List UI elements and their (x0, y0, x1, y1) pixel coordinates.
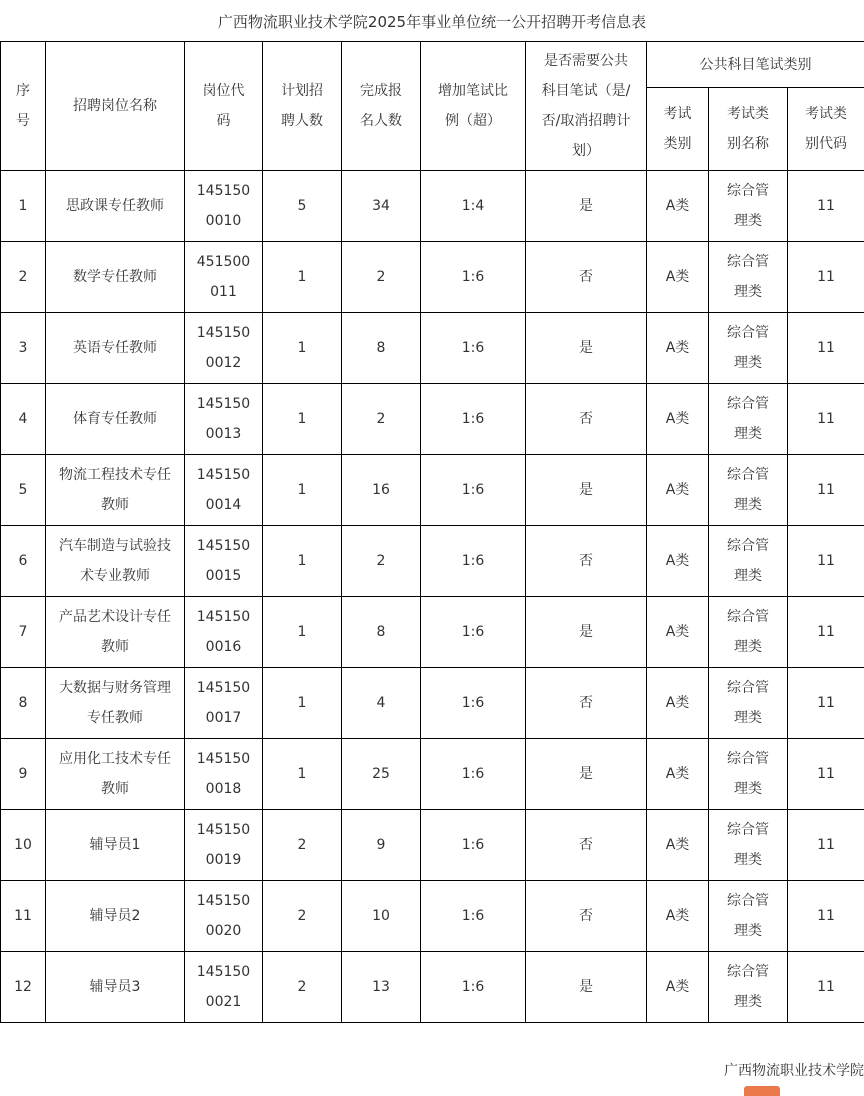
cell-seq (1, 455, 46, 526)
cell-planned-text: 1 (265, 333, 339, 363)
cell-need-exam (526, 455, 647, 526)
cell-need-exam-text: 是 (528, 972, 644, 1002)
cell-seq (1, 739, 46, 810)
cell-planned-text: 1 (265, 262, 339, 292)
cell-seq (1, 171, 46, 242)
cell-post-code-text: 1451500015 (196, 531, 252, 591)
cell-need-exam-text: 否 (528, 546, 644, 576)
header-seq: 序号 (1, 42, 46, 171)
cell-post-code-text: 1451500018 (196, 744, 252, 804)
cell-registered-text: 8 (344, 333, 418, 363)
cell-planned (263, 242, 342, 313)
cell-exam-type-name (709, 455, 788, 526)
cell-post-name-text: 大数据与财务管理专任教师 (59, 673, 171, 733)
cell-post-code (185, 668, 263, 739)
cell-exam-type-name (709, 313, 788, 384)
cell-exam-type-text: A类 (649, 830, 706, 860)
cell-seq-text: 11 (3, 901, 43, 931)
cell-exam-type-name (709, 171, 788, 242)
cell-exam-type-name-text: 综合管理类 (725, 815, 771, 875)
cell-ratio-text: 1:6 (423, 688, 523, 718)
cell-registered (342, 881, 421, 952)
cell-post-name (46, 242, 185, 313)
cell-planned-text: 5 (265, 191, 339, 221)
cell-post-name-text: 体育专任教师 (59, 404, 171, 434)
cell-registered-text: 8 (344, 617, 418, 647)
cell-seq (1, 384, 46, 455)
cell-exam-type-code (788, 242, 864, 313)
cell-planned-text: 1 (265, 546, 339, 576)
cell-exam-type-text: A类 (649, 759, 706, 789)
cell-exam-type-code (788, 455, 864, 526)
cell-exam-type-name (709, 668, 788, 739)
cell-exam-type (647, 526, 709, 597)
cell-ratio (421, 313, 526, 384)
cell-exam-type-name (709, 384, 788, 455)
header-registered: 完成报名人数 (342, 42, 421, 171)
cell-exam-type-name-text: 综合管理类 (725, 886, 771, 946)
cell-exam-type-code-text: 11 (790, 688, 862, 718)
cell-need-exam (526, 739, 647, 810)
cell-registered (342, 171, 421, 242)
cell-post-code-text: 1451500013 (196, 389, 252, 449)
cell-post-code-text: 1451500020 (196, 886, 252, 946)
cell-post-name-text: 应用化工技术专任教师 (59, 744, 171, 804)
cell-post-code (185, 313, 263, 384)
cell-exam-type-text: A类 (649, 475, 706, 505)
cell-seq (1, 526, 46, 597)
cell-post-code-text: 1451500014 (196, 460, 252, 520)
page-title: 广西物流职业技术学院2025年事业单位统一公开招聘开考信息表 (0, 0, 864, 42)
cell-exam-type-name-text: 综合管理类 (725, 957, 771, 1017)
table-row (1, 881, 864, 952)
table-row (1, 739, 864, 810)
cell-exam-type-text: A类 (649, 191, 706, 221)
cell-exam-type-name-text: 综合管理类 (725, 176, 771, 236)
cell-registered-text: 9 (344, 830, 418, 860)
cell-seq (1, 668, 46, 739)
cell-ratio (421, 952, 526, 1023)
cell-post-name-text: 辅导员1 (59, 830, 171, 860)
cell-exam-type (647, 739, 709, 810)
cell-exam-type-code-text: 11 (790, 475, 862, 505)
cell-planned-text: 1 (265, 688, 339, 718)
cell-need-exam-text: 否 (528, 901, 644, 931)
cell-need-exam-text: 否 (528, 688, 644, 718)
cell-ratio-text: 1:6 (423, 901, 523, 931)
cell-seq-text: 5 (3, 475, 43, 505)
cell-exam-type-code (788, 384, 864, 455)
cell-post-name-text: 思政课专任教师 (59, 191, 171, 221)
cell-exam-type (647, 597, 709, 668)
cell-ratio-text: 1:6 (423, 475, 523, 505)
cell-post-name (46, 171, 185, 242)
header-public-exam-group: 公共科目笔试类别 (647, 42, 864, 88)
cell-exam-type-text: A类 (649, 546, 706, 576)
cell-need-exam (526, 881, 647, 952)
cell-seq-text: 4 (3, 404, 43, 434)
cell-exam-type (647, 952, 709, 1023)
cell-post-name (46, 313, 185, 384)
cell-planned (263, 455, 342, 526)
cell-exam-type-name (709, 526, 788, 597)
table-row (1, 810, 864, 881)
cell-need-exam (526, 526, 647, 597)
cell-post-name (46, 739, 185, 810)
cell-planned (263, 526, 342, 597)
cell-planned-text: 2 (265, 972, 339, 1002)
cell-exam-type-text: A类 (649, 404, 706, 434)
cell-exam-type (647, 455, 709, 526)
cell-exam-type (647, 242, 709, 313)
cell-need-exam (526, 952, 647, 1023)
cell-exam-type-code-text: 11 (790, 901, 862, 931)
cell-post-code-text: 1451500021 (196, 957, 252, 1017)
cell-registered-text: 25 (344, 759, 418, 789)
cell-exam-type-name-text: 综合管理类 (725, 318, 771, 378)
cell-registered (342, 739, 421, 810)
cell-planned (263, 952, 342, 1023)
table-row (1, 952, 864, 1023)
cell-need-exam (526, 242, 647, 313)
cell-post-code (185, 242, 263, 313)
cell-post-code-text: 1451500012 (196, 318, 252, 378)
cell-exam-type-text: A类 (649, 688, 706, 718)
cell-ratio-text: 1:6 (423, 546, 523, 576)
cell-post-code-text: 1451500017 (196, 673, 252, 733)
cell-exam-type-code (788, 171, 864, 242)
cell-ratio-text: 1:6 (423, 972, 523, 1002)
cell-exam-type-code-text: 11 (790, 617, 862, 647)
cell-exam-type-name-text: 综合管理类 (725, 602, 771, 662)
cell-ratio-text: 1:6 (423, 617, 523, 647)
cell-exam-type-name (709, 242, 788, 313)
cell-registered (342, 810, 421, 881)
cell-ratio (421, 668, 526, 739)
cell-post-code (185, 171, 263, 242)
cell-planned-text: 2 (265, 901, 339, 931)
footer-organization: 广西物流职业技术学院 (724, 1056, 864, 1086)
header-post-code: 岗位代码 (185, 42, 263, 171)
cell-post-name-text: 数学专任教师 (59, 262, 171, 292)
cell-need-exam (526, 597, 647, 668)
cell-post-name-text: 产品艺术设计专任教师 (59, 602, 171, 662)
table-row (1, 313, 864, 384)
cell-exam-type-code-text: 11 (790, 262, 862, 292)
cell-seq (1, 597, 46, 668)
cell-post-code (185, 810, 263, 881)
cell-registered (342, 455, 421, 526)
cell-post-code-text: 1451500010 (196, 176, 252, 236)
cell-seq (1, 952, 46, 1023)
cell-seq-text: 2 (3, 262, 43, 292)
cell-post-name-text: 英语专任教师 (59, 333, 171, 363)
cell-registered-text: 13 (344, 972, 418, 1002)
cell-exam-type-code (788, 810, 864, 881)
cell-exam-type-code (788, 739, 864, 810)
cell-post-code (185, 739, 263, 810)
cell-exam-type (647, 668, 709, 739)
cell-post-code (185, 881, 263, 952)
cell-seq (1, 313, 46, 384)
cell-registered (342, 526, 421, 597)
cell-post-name-text: 辅导员2 (59, 901, 171, 931)
cell-exam-type-text: A类 (649, 617, 706, 647)
cell-need-exam (526, 313, 647, 384)
cell-post-name-text: 物流工程技术专任教师 (59, 460, 171, 520)
cell-seq-text: 8 (3, 688, 43, 718)
cell-post-code-text: 451500011 (196, 247, 252, 307)
cell-ratio-text: 1:6 (423, 830, 523, 860)
cell-planned-text: 1 (265, 617, 339, 647)
cell-ratio (421, 810, 526, 881)
cell-post-code (185, 384, 263, 455)
cell-planned (263, 313, 342, 384)
cell-exam-type-code-text: 11 (790, 333, 862, 363)
cell-post-name (46, 810, 185, 881)
cell-exam-type-name (709, 881, 788, 952)
table-row (1, 597, 864, 668)
table-row (1, 668, 864, 739)
table-row (1, 171, 864, 242)
cell-exam-type-name-text: 综合管理类 (725, 531, 771, 591)
table-row (1, 526, 864, 597)
header-exam-type: 考试类别 (647, 88, 709, 171)
cell-planned-text: 1 (265, 759, 339, 789)
cell-exam-type-code-text: 11 (790, 546, 862, 576)
cell-exam-type-code (788, 668, 864, 739)
cell-registered-text: 4 (344, 688, 418, 718)
cell-need-exam-text: 是 (528, 617, 644, 647)
cell-exam-type-name (709, 952, 788, 1023)
cell-post-name-text: 汽车制造与试验技术专业教师 (59, 531, 171, 591)
cell-exam-type-code-text: 11 (790, 191, 862, 221)
cell-exam-type-text: A类 (649, 972, 706, 1002)
cell-registered-text: 16 (344, 475, 418, 505)
header-row-top (1, 42, 864, 88)
cell-exam-type-text: A类 (649, 262, 706, 292)
header-planned: 计划招聘人数 (263, 42, 342, 171)
cell-post-name (46, 597, 185, 668)
cell-need-exam-text: 是 (528, 333, 644, 363)
cell-ratio (421, 384, 526, 455)
table-row (1, 384, 864, 455)
header-exam-type-code: 考试类别代码 (788, 88, 864, 171)
cell-seq-text: 3 (3, 333, 43, 363)
cell-exam-type-name-text: 综合管理类 (725, 744, 771, 804)
cell-ratio (421, 171, 526, 242)
cell-exam-type-code-text: 11 (790, 972, 862, 1002)
cell-need-exam-text: 否 (528, 830, 644, 860)
header-post-name: 招聘岗位名称 (46, 42, 185, 171)
cell-exam-type (647, 881, 709, 952)
cell-exam-type-code (788, 597, 864, 668)
cell-registered (342, 952, 421, 1023)
cell-post-name (46, 526, 185, 597)
cell-ratio-text: 1:6 (423, 262, 523, 292)
cell-registered (342, 384, 421, 455)
cell-post-code-text: 1451500016 (196, 602, 252, 662)
cell-post-name (46, 384, 185, 455)
cell-need-exam-text: 是 (528, 475, 644, 505)
cell-registered-text: 10 (344, 901, 418, 931)
cell-need-exam (526, 171, 647, 242)
cell-post-name (46, 455, 185, 526)
cell-planned (263, 171, 342, 242)
cell-ratio (421, 881, 526, 952)
cell-ratio-text: 1:6 (423, 759, 523, 789)
table-body (1, 171, 864, 1023)
cell-need-exam-text: 否 (528, 404, 644, 434)
cell-ratio-text: 1:6 (423, 404, 523, 434)
cell-registered-text: 34 (344, 191, 418, 221)
cell-post-name (46, 881, 185, 952)
header-need-exam: 是否需要公共科目笔试（是/否/取消招聘计划） (526, 42, 647, 171)
cell-need-exam (526, 668, 647, 739)
cell-seq (1, 881, 46, 952)
cell-ratio-text: 1:6 (423, 333, 523, 363)
header-exam-type-name: 考试类别名称 (709, 88, 788, 171)
cell-planned (263, 881, 342, 952)
cell-planned (263, 668, 342, 739)
cell-post-name-text: 辅导员3 (59, 972, 171, 1002)
cell-seq-text: 9 (3, 759, 43, 789)
cell-post-code-text: 1451500019 (196, 815, 252, 875)
header-ratio: 增加笔试比例（超） (421, 42, 526, 171)
cell-post-code (185, 952, 263, 1023)
cell-post-name (46, 952, 185, 1023)
recruitment-table (0, 41, 864, 1023)
cell-exam-type-name (709, 810, 788, 881)
cell-exam-type (647, 384, 709, 455)
table-row (1, 242, 864, 313)
cell-exam-type-code (788, 313, 864, 384)
cell-need-exam-text: 是 (528, 191, 644, 221)
cell-ratio-text: 1:4 (423, 191, 523, 221)
cell-exam-type (647, 313, 709, 384)
cell-planned (263, 384, 342, 455)
cell-ratio (421, 242, 526, 313)
cell-need-exam (526, 384, 647, 455)
cell-exam-type-code (788, 526, 864, 597)
cell-post-code (185, 597, 263, 668)
cell-exam-type-text: A类 (649, 901, 706, 931)
cell-need-exam-text: 是 (528, 759, 644, 789)
cell-exam-type (647, 810, 709, 881)
cell-exam-type-name-text: 综合管理类 (725, 247, 771, 307)
cell-registered (342, 242, 421, 313)
cell-ratio (421, 526, 526, 597)
cell-planned (263, 739, 342, 810)
cell-planned-text: 1 (265, 475, 339, 505)
cell-seq (1, 242, 46, 313)
cell-planned-text: 2 (265, 830, 339, 860)
cell-planned (263, 597, 342, 668)
cell-registered-text: 2 (344, 262, 418, 292)
cell-exam-type-name (709, 597, 788, 668)
cell-registered (342, 313, 421, 384)
cell-post-code (185, 526, 263, 597)
cell-post-code (185, 455, 263, 526)
cell-seq-text: 7 (3, 617, 43, 647)
cell-seq (1, 810, 46, 881)
cell-exam-type-name-text: 综合管理类 (725, 460, 771, 520)
cell-ratio (421, 739, 526, 810)
cell-need-exam (526, 810, 647, 881)
cell-exam-type-code (788, 881, 864, 952)
cell-seq-text: 6 (3, 546, 43, 576)
cell-need-exam-text: 否 (528, 262, 644, 292)
cell-seq-text: 10 (3, 830, 43, 860)
cell-seq-text: 12 (3, 972, 43, 1002)
cell-exam-type-code-text: 11 (790, 404, 862, 434)
cell-exam-type-code-text: 11 (790, 830, 862, 860)
cell-registered (342, 597, 421, 668)
cell-ratio (421, 597, 526, 668)
cell-registered-text: 2 (344, 546, 418, 576)
cell-exam-type-name-text: 综合管理类 (725, 389, 771, 449)
cell-exam-type-code (788, 952, 864, 1023)
cell-exam-type-text: A类 (649, 333, 706, 363)
corner-decoration (744, 1086, 780, 1096)
cell-exam-type (647, 171, 709, 242)
cell-registered-text: 2 (344, 404, 418, 434)
cell-planned-text: 1 (265, 404, 339, 434)
cell-ratio (421, 455, 526, 526)
cell-planned (263, 810, 342, 881)
table-row (1, 455, 864, 526)
cell-seq-text: 1 (3, 191, 43, 221)
cell-post-name (46, 668, 185, 739)
cell-registered (342, 668, 421, 739)
cell-exam-type-name-text: 综合管理类 (725, 673, 771, 733)
cell-exam-type-name (709, 739, 788, 810)
cell-exam-type-code-text: 11 (790, 759, 862, 789)
